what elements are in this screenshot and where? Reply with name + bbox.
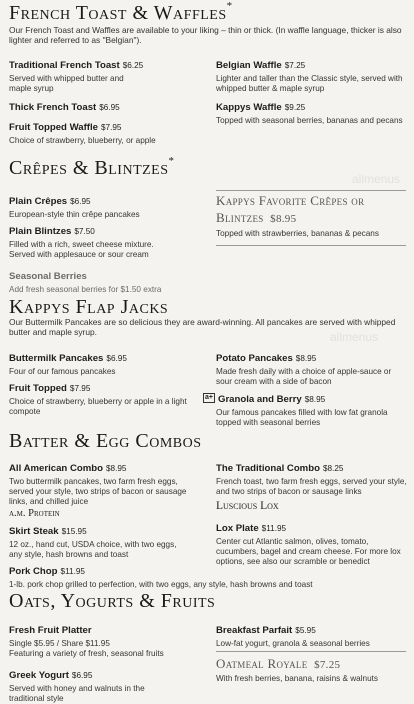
section-title-french-toast: French Toast & Waffles* [9,0,233,24]
menu-item-potato-pancakes: Potato Pancakes $8.95 Made fresh daily with a choice of apple-sauce or sour cream with a side of bacon [216,353,392,386]
section-title-crepes: Crêpes & Blintzes* [9,155,175,179]
menu-item-lox-plate: Lox Plate $11.95 Center cut Atlantic salmon, olives, tomato, cucumbers, bagel and cream cheese. For more lox options, see also our scramble or benedict [216,523,401,566]
am-protein-heading: a.m. Protein [9,508,60,519]
oatmeal-royale-rule [216,651,406,652]
watermark-text: allmenus [352,172,401,186]
menu-item-thick-french-toast: Thick French Toast $6.95 [9,102,120,113]
healthy-choice-badge-icon: a+ [205,393,213,401]
menu-item-traditional-combo: The Traditional Combo $8.25 French toast, two farm fresh eggs, served your style, and two strips of bacon or sausage links [216,463,407,496]
menu-item-fruit-topped-pancakes: Fruit Topped $7.95 Choice of strawberry, blueberry or apple in a light compote [9,383,187,416]
section-title-batter-egg: Batter & Egg Combos [9,430,202,452]
menu-item-belgian-waffle: Belgian Waffle $7.25 Lighter and taller than the Classic style, served with whipped butter & maple syrup [216,60,403,93]
menu-item-fresh-fruit-platter: Fresh Fruit Platter Single $5.95 / Share $11.95 Featuring a variety of fresh, seasonal fruits [9,625,164,658]
menu-item-granola-and-berry: a+ Granola and Berry $8.95 Our famous pancakes filled with low fat granola topped with seasonal berries [205,393,388,427]
favorite-crepes-top-rule [216,190,406,191]
menu-item-greek-yogurt: Greek Yogurt $6.95 Served with honey and walnuts in the traditional style [9,670,145,703]
kappys-favorite-crepes: Kappys Favorite Crêpes or Blintzes $8.95 Topped with strawberries, bananas & pecans [216,193,379,238]
favorite-crepes-bottom-rule [216,245,406,246]
menu-item-traditional-french-toast: Traditional French Toast $6.25 Served with whipped butter and maple syrup [9,60,144,93]
french-toast-intro: Our French Toast and Waffles are available to your liking – thin or thick. (In waffle language, thicker is also lighter and referred to as "Belgian"). [9,25,402,45]
menu-item-fruit-topped-waffle: Fruit Topped Waffle $7.95 Choice of strawberry, blueberry, or apple [9,122,156,145]
menu-item-seasonal-berries: Seasonal Berries Add fresh seasonal berries for $1.50 extra [9,271,162,294]
menu-item-skirt-steak: Skirt Steak $15.95 12 oz., hand cut, USDA choice, with two eggs, any style, hash browns and toast [9,526,177,559]
section-title-flap-jacks: Kappys Flap Jacks [9,296,169,318]
oatmeal-royale: Oatmeal Royale $7.25 With fresh berries, banana, raisins & walnuts [216,656,379,683]
section-title-oats: Oats, Yogurts & Fruits [9,590,216,612]
menu-item-breakfast-parfait: Breakfast Parfait $5.95 Low-fat yogurt, granola & seasonal berries [216,625,370,648]
menu-item-all-american-combo: All American Combo $8.95 Two buttermilk pancakes, two farm fresh eggs, served your style, two strips of bacon or sausage links, and chilled juice [9,463,187,506]
watermark-text: allmenus [330,330,379,344]
flap-jacks-intro: Our Buttermilk Pancakes are so delicious they are award-winning. All pancakes are served with whipped butter and maple syrup. [9,317,396,337]
menu-item-pork-chop: Pork Chop $11.95 1-lb. pork chop grilled to perfection, with two eggs, any style, hash browns and toast [9,566,313,589]
menu-item-plain-blintzes: Plain Blintzes $7.50 Filled with a rich, sweet cheese mixture. Served with applesauce or sour cream [9,226,154,259]
luscious-lox-heading: Luscious Lox [216,500,279,512]
menu-item-buttermilk-pancakes: Buttermilk Pancakes $6.95 Four of our famous pancakes [9,353,127,376]
menu-item-plain-crepes: Plain Crêpes $6.95 European-style thin crêpe pancakes [9,196,140,219]
menu-item-kappys-waffle: Kappys Waffle $9.25 Topped with seasonal berries, bananas and pecans [216,102,403,125]
